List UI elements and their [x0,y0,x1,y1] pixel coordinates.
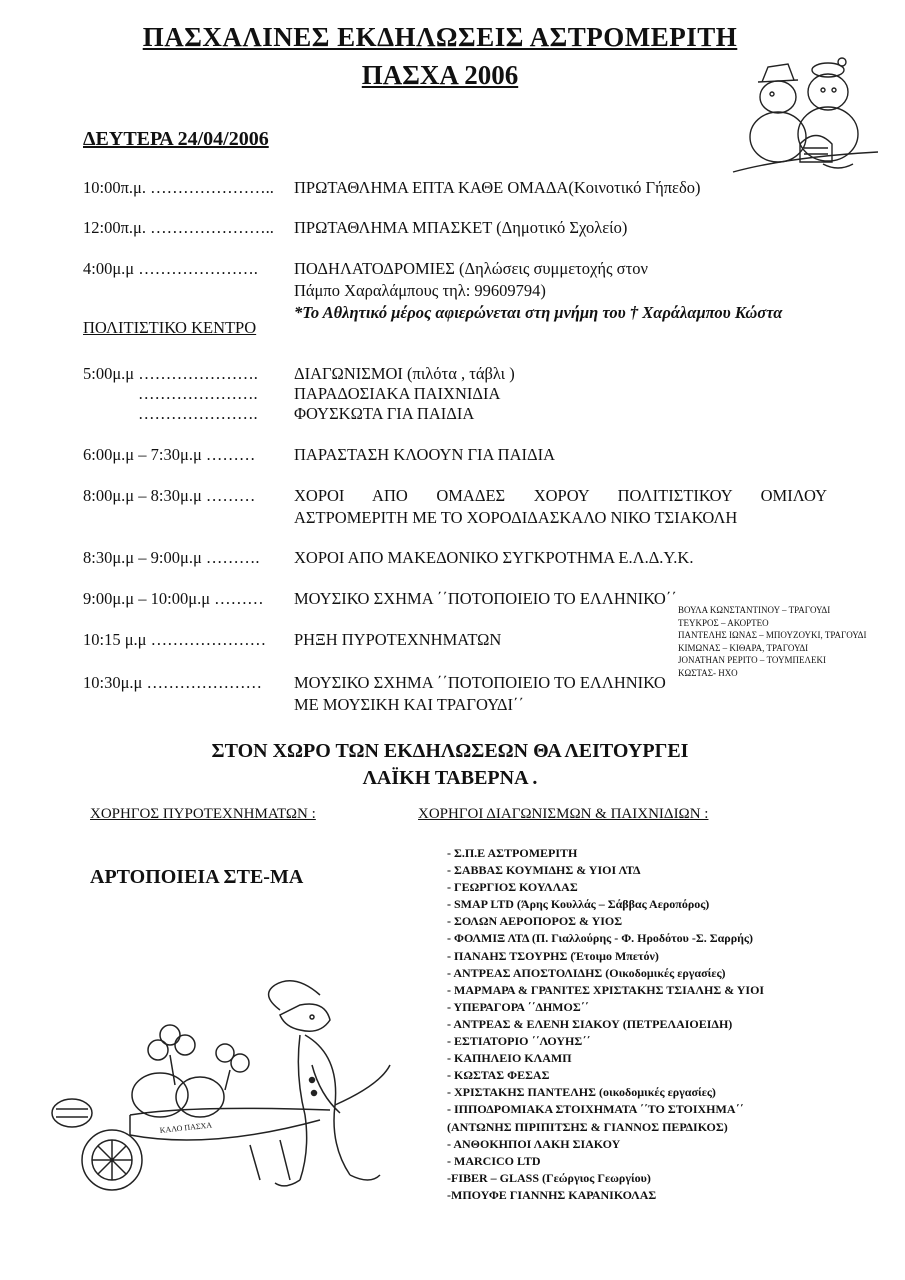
schedule-time: 10:00π.μ. ………………….. [83,178,274,197]
chicks-illustration-icon [728,52,886,187]
schedule-description: ΧΟΡΟΙ ΑΠΟ ΜΑΚΕΔΟΝΙΚΟ ΣΥΓΚΡΟΤΗΜΑ Ε.Λ.Δ.Υ.Κ. [294,548,694,567]
schedule-time: 6:00μ.μ – 7:30μ.μ ……… [83,445,256,464]
schedule-time: 8:00μ.μ – 8:30μ.μ ……… [83,486,256,505]
list-item: - ΚΑΠΗΛΕΙΟ ΚΛΑΜΠ [447,1051,572,1066]
schedule-description: ΧΟΡΟΙ ΑΠΟ ΟΜΑΔΕΣ ΧΟΡΟΥ ΠΟΛΙΤΙΣΤΙΚΟΥ ΟΜΙΛΟΥ [294,486,827,505]
tavern-line-2: ΛΑΪΚΗ ΤΑΒΕΡΝΑ . [362,767,538,789]
schedule-time: 5:00μ.μ …………………. [83,364,258,383]
schedule-description: ΦΟΥΣΚΩΤΑ ΓΙΑ ΠΑΙΔΙΑ [294,404,475,423]
games-sponsors-heading: ΧΟΡΗΓΟΙ ΔΙΑΓΩΝΙΣΜΩΝ & ΠΑΙΧΝΙΔΙΩΝ : [418,806,709,822]
list-item: - ΑΝΤΡΕΑΣ ΑΠΟΣΤΟΛΙΔΗΣ (Οικοδομικές εργασίες) [447,965,726,980]
list-item: - ΜΑΡΜΑΡΑ & ΓΡΑΝΙΤΕΣ ΧΡΙΣΤΑΚΗΣ ΤΣΙΑΛΗΣ & ΥΙΟΙ [447,982,765,997]
list-item: - ΣΑΒΒΑΣ ΚΟΥΜΙΔΗΣ & ΥΙΟΙ ΛΤΔ [447,863,641,878]
list-item: - ΥΠΕΡΑΓΟΡΑ ΄΄ΔΗΜΟΣ΄΄ [447,999,589,1014]
schedule-description: ΜΟΥΣΙΚΟ ΣΧΗΜΑ ΄΄ΠΟΤΟΠΟΙΕΙΟ ΤΟ ΕΛΛΗΝΙΚΟ΄΄ [294,589,677,608]
list-item: - ΕΣΤΙΑΤΟΡΙΟ ΄΄ΛΟΥΗΣ΄΄ [447,1034,591,1049]
list-item: - MARCICO LTD [447,1153,541,1168]
list-item: - ΠΑΝΑΗΣ ΤΣΟΥΡΗΣ (Έτοιμο Μπετόν) [447,948,659,963]
band-member: ΤΕΥΚΡΟΣ – ΑΚΟΡΤΕΟ [678,617,769,628]
fireworks-sponsor-name: ΑΡΤΟΠΟΙΕΙΑ ΣΤΕ-ΜΑ [90,866,304,888]
schedule-time: 12:00π.μ. ………………….. [83,218,274,237]
band-member: ΚΙΜΩΝΑΣ – ΚΙΘΑΡΑ, ΤΡΑΓΟΥΔΙ [678,642,809,653]
sponsors-list [447,845,764,1204]
list-item: - ΑΝΘΟΚΗΠΟΙ ΛΑΚΗ ΣΙΑΚΟΥ [447,1136,621,1151]
day-heading: ΔΕΥΤΕΡΑ 24/04/2006 [83,128,269,150]
schedule-description-line2: ΑΣΤΡΟΜΕΡΙΤΗ ΜΕ ΤΟ ΧΟΡΟΔΙΔΑΣΚΑΛΟ ΝΙΚΟ ΤΣΙΑΚΟΛΗ [294,508,738,527]
schedule-description: ΠΡΩΤΑΘΛΗΜΑ ΕΠΤΑ ΚΑΘΕ ΟΜΑΔΑ(Κοινοτικό Γήπεδο) [294,178,701,197]
page-subtitle: ΠΑΣΧΑ 2006 [361,60,519,90]
list-item: -ΜΠΟΥΦΕ ΓΙΑΝΝΗΣ ΚΑΡΑΝΙΚΟΛΑΣ [447,1187,657,1202]
schedule-time: 10:15 μ.μ ………………… [83,630,267,649]
band-member: ΚΩΣΤΑΣ- ΗΧΟ [678,667,738,678]
schedule-description: ΡΗΞΗ ΠΥΡΟΤΕΧΝΗΜΑΤΩΝ [294,630,502,649]
schedule-time: 9:00μ.μ – 10:00μ.μ ……… [83,589,264,608]
list-item: - ΚΩΣΤΑΣ ΦΕΣΑΣ [447,1068,550,1083]
schedule-dots: …………………. [138,384,258,403]
page-title: ΠΑΣΧΑΛΙΝΕΣ ΕΚΔΗΛΩΣΕΙΣ ΑΣΤΡΟΜΕΡΙΤΗ [142,22,738,52]
schedule-description-line2: ΜΕ ΜΟΥΣΙΚΗ ΚΑΙ ΤΡΑΓΟΥΔΙ΄΄ [294,695,525,714]
schedule-description: ΠΑΡΑΣΤΑΣΗ ΚΛΟΟΥΝ ΓΙΑ ΠΑΙΔΙΑ [294,445,556,464]
schedule-time: 8:30μ.μ – 9:00μ.μ ………. [83,548,260,567]
schedule-description: ΔΙΑΓΩΝΙΣΜΟΙ (πιλότα , τάβλι ) [294,364,515,383]
tavern-announcement [100,738,800,792]
list-item: - Σ.Π.Ε ΑΣΤΡΟΜΕΡΙΤΗ [447,846,578,860]
schedule-time: 10:30μ.μ ………………… [83,673,263,692]
list-item: - ΧΡΙΣΤΑΚΗΣ ΠΑΝΤΕΛΗΣ (οικοδομικές εργασίες) [447,1085,716,1100]
band-member: ΠΑΝΤΕΛΗΣ ΙΩΝΑΣ – ΜΠΟΥΖΟΥΚΙ, ΤΡΑΓΟΥΔΙ [678,630,867,640]
section-heading: ΠΟΛΙΤΙΣΤΙΚΟ ΚΕΝΤΡΟ [83,318,257,337]
tavern-line-1: ΣΤΟΝ ΧΩΡΟ ΤΩΝ ΕΚΔΗΛΩΣΕΩΝ ΘΑ ΛΕΙΤΟΥΡΓΕΙ [211,740,689,762]
list-item: (ΑΝΤΩΝΗΣ ΠΙΡΙΠΙΤΣΗΣ & ΓΙΑΝΝΟΣ ΠΕΡΔΙΚΟΣ) [447,1119,728,1134]
list-item: - SMAP LTD (Άρης Κουλλάς – Σάββας Αεροπόρος) [447,897,710,912]
schedule-description-line2: Πάμπο Χαραλάμπους τηλ: 99609794) [294,281,546,300]
list-item: - ΓΕΩΡΓΙΟΣ ΚΟΥΛΛΑΣ [447,880,578,895]
list-item: - ΑΝΤΡΕΑΣ & ΕΛΕΝΗ ΣΙΑΚΟΥ (ΠΕΤΡΕΛΑΙΟΕΙΔΗ) [447,1016,733,1031]
band-member: JONATHAN PEPITO – ΤΟΥΜΠΕΛΕΚΙ [678,655,826,665]
list-item: -FIBER – GLASS (Γεώργιος Γεωργίου) [447,1170,651,1185]
dedication-note: *Το Αθλητικό μέρος αφιερώνεται στη μνήμη του † Χαράλαμπου Κώστα [294,303,783,322]
band-member: ΒΟΥΛΑ ΚΩΝΣΤΑΝΤΙΝΟΥ – ΤΡΑΓΟΥΔΙ [678,605,831,615]
fireworks-sponsor-heading: ΧΟΡΗΓΟΣ ΠΥΡΟΤΕΧΝΗΜΑΤΩΝ : [90,806,316,822]
list-item: - ΣΟΛΩΝ ΑΕΡΟΠΟΡΟΣ & ΥΙΟΣ [447,914,623,929]
schedule-description: ΠΑΡΑΔΟΣΙΑΚΑ ΠΑΙΧΝΙΔΙΑ [294,384,501,403]
schedule-description: ΠΟΔΗΛΑΤΟΔΡΟΜΙΕΣ (Δηλώσεις συμμετοχής στον [294,259,648,278]
band-credits [678,604,866,679]
wheelbarrow-text: ΚΑΛΟ ΠΑΣΧΑ [159,1120,213,1135]
schedule-description: ΜΟΥΣΙΚΟ ΣΧΗΜΑ ΄΄ΠΟΤΟΠΟΙΕΙΟ ΤΟ ΕΛΛΗΝΙΚΟ [294,673,666,692]
schedule-description: ΠΡΩΤΑΘΛΗΜΑ ΜΠΑΣΚΕΤ (Δημοτικό Σχολείο) [294,218,628,237]
schedule-time: 4:00μ.μ …………………. [83,259,258,278]
rabbit-wheelbarrow-illustration-icon [50,975,430,1220]
list-item: - ΙΠΠΟΔΡΟΜΙΑΚΑ ΣΤΟΙΧΗΜΑΤΑ ΄΄ΤΟ ΣΤΟΙΧΗΜΑ΄΄ [447,1102,744,1117]
list-item: - ΦΟΛΜΙΞ ΛΤΔ (Π. Γιαλλούρης - Φ. Ηροδότου -Σ. Σαρρής) [447,931,753,946]
schedule-dots: …………………. [138,404,258,423]
